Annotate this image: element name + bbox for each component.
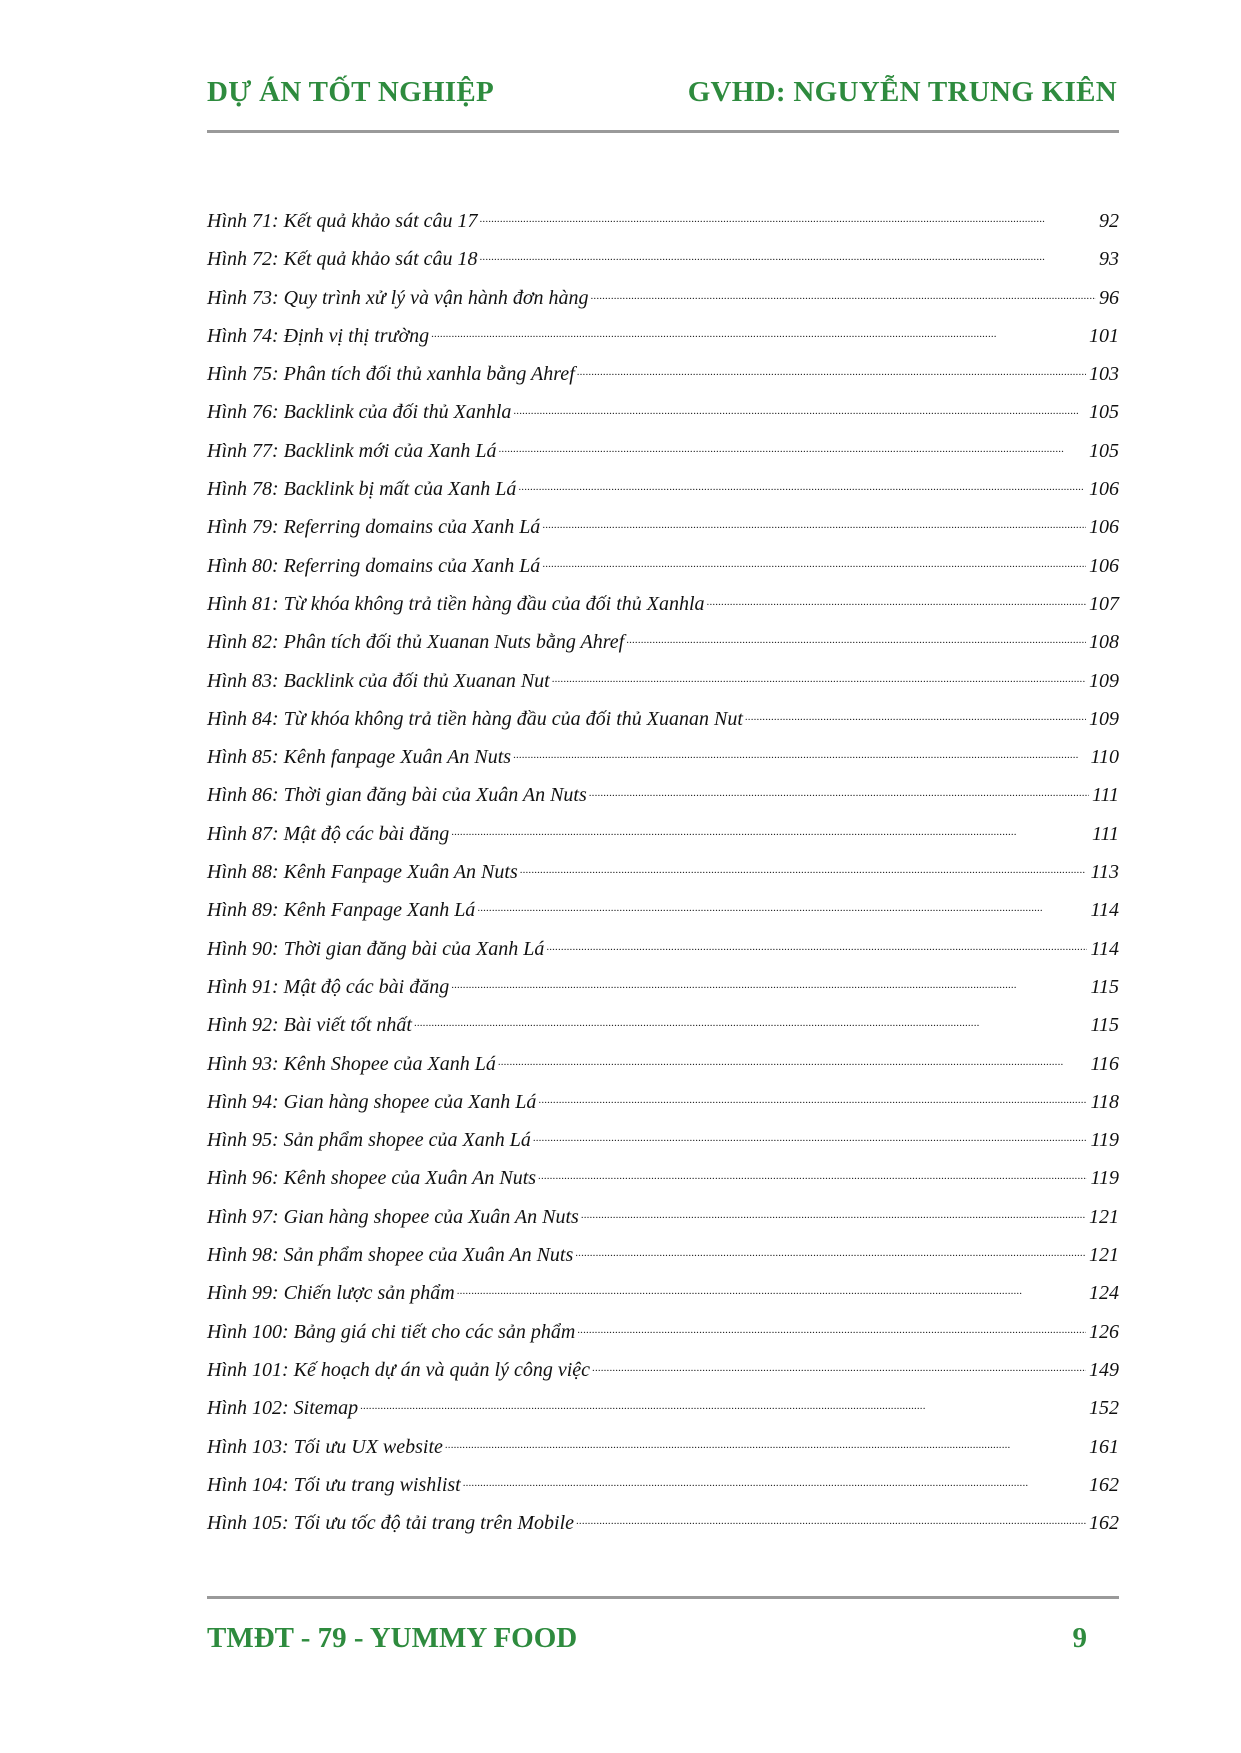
- toc-entry-page: 119: [1090, 1129, 1119, 1152]
- toc-entry-label: Hình 101: Kế hoạch dự án và quản lý công việc: [207, 1358, 591, 1381]
- toc-entry[interactable]: [207, 318, 1119, 356]
- toc-entry-page: 109: [1089, 707, 1119, 730]
- toc-entry-label: Hình 75: Phân tích đối thủ xanhla bằng Ahref: [207, 363, 575, 386]
- toc-entry-label: Hình 88: Kênh Fanpage Xuân An Nuts: [207, 861, 518, 884]
- toc-entry-page: 108: [1089, 631, 1119, 654]
- toc-entry-label: Hình 95: Sản phẩm shopee của Xanh Lá: [207, 1129, 531, 1152]
- toc-entry[interactable]: [207, 1390, 1119, 1428]
- toc-dot-leader: [626, 624, 1086, 648]
- toc-entry-page: 115: [1090, 1014, 1119, 1037]
- toc-entry-page: 118: [1090, 1090, 1119, 1113]
- toc-entry-page: 149: [1089, 1358, 1119, 1381]
- toc-dot-leader: [463, 1467, 1086, 1491]
- toc-dot-leader: [451, 969, 1087, 993]
- toc-dot-leader: [480, 203, 1096, 227]
- toc-entry[interactable]: [207, 663, 1119, 701]
- toc-entry-page: 107: [1089, 592, 1119, 615]
- toc-entry-page: 115: [1090, 975, 1119, 998]
- toc-entry-page: 114: [1090, 937, 1119, 960]
- toc-entry-page: 113: [1090, 861, 1119, 884]
- toc-entry[interactable]: [207, 241, 1119, 279]
- footer-divider: [207, 1596, 1119, 1599]
- toc-entry-page: 106: [1089, 516, 1119, 539]
- toc-entry-label: Hình 74: Định vị thị trường: [207, 324, 430, 347]
- toc-entry-label: Hình 86: Thời gian đăng bài của Xuân An Nuts: [207, 784, 587, 807]
- toc-entry[interactable]: [207, 203, 1119, 241]
- toc-entry[interactable]: [207, 816, 1119, 854]
- toc-entry[interactable]: [207, 969, 1119, 1007]
- toc-dot-leader: [577, 356, 1086, 380]
- toc-entry[interactable]: [207, 1199, 1119, 1237]
- toc-entry-page: 116: [1090, 1052, 1119, 1075]
- toc-entry-label: Hình 83: Backlink của đối thủ Xuanan Nut: [207, 669, 550, 692]
- toc-entry-label: Hình 90: Thời gian đăng bài của Xanh Lá: [207, 937, 545, 960]
- toc-entry-label: Hình 73: Quy trình xử lý và vận hành đơn hàng: [207, 286, 589, 309]
- toc-dot-leader: [538, 1160, 1087, 1184]
- toc-entry[interactable]: [207, 1429, 1119, 1467]
- toc-dot-leader: [577, 1314, 1086, 1338]
- toc-dot-leader: [480, 241, 1096, 265]
- toc-entry-page: 121: [1089, 1205, 1119, 1228]
- toc-entry[interactable]: [207, 1007, 1119, 1045]
- toc-entry[interactable]: [207, 1237, 1119, 1275]
- toc-entry[interactable]: [207, 1084, 1119, 1122]
- toc-dot-leader: [513, 394, 1086, 418]
- toc-entry-label: Hình 85: Kênh fanpage Xuân An Nuts: [207, 746, 512, 769]
- toc-dot-leader: [592, 1352, 1086, 1376]
- toc-dot-leader: [533, 1122, 1088, 1146]
- toc-dot-leader: [457, 1275, 1086, 1299]
- toc-dot-leader: [414, 1007, 1088, 1031]
- toc-entry[interactable]: [207, 739, 1119, 777]
- toc-entry[interactable]: [207, 777, 1119, 815]
- toc-dot-leader: [546, 931, 1087, 955]
- toc-entry-page: 96: [1099, 286, 1119, 309]
- toc-entry-label: Hình 77: Backlink mới của Xanh Lá: [207, 439, 497, 462]
- toc-dot-leader: [589, 777, 1089, 801]
- toc-entry-page: 109: [1089, 669, 1119, 692]
- toc-dot-leader: [575, 1237, 1086, 1261]
- toc-dot-leader: [538, 1084, 1087, 1108]
- toc-entry-label: Hình 87: Mật độ các bài đăng: [207, 822, 450, 845]
- toc-entry-label: Hình 81: Từ khóa không trả tiền hàng đầu của đối thủ Xanhla: [207, 592, 705, 615]
- toc-entry-page: 126: [1089, 1320, 1119, 1343]
- toc-entry[interactable]: [207, 931, 1119, 969]
- header-divider: [207, 130, 1119, 133]
- toc-entry-label: Hình 78: Backlink bị mất của Xanh Lá: [207, 478, 517, 501]
- toc-dot-leader: [518, 471, 1086, 495]
- toc-entry-page: 152: [1089, 1397, 1119, 1420]
- toc-entry[interactable]: [207, 1314, 1119, 1352]
- toc-entry[interactable]: [207, 471, 1119, 509]
- toc-entry[interactable]: [207, 586, 1119, 624]
- toc-dot-leader: [498, 1046, 1088, 1070]
- toc-entry[interactable]: [207, 892, 1119, 930]
- toc-entry-label: Hình 100: Bảng giá chi tiết cho các sản phẩm: [207, 1320, 576, 1343]
- toc-entry[interactable]: [207, 548, 1119, 586]
- toc-dot-leader: [513, 739, 1087, 763]
- toc-entry[interactable]: [207, 1467, 1119, 1505]
- toc-entry-label: Hình 71: Kết quả khảo sát câu 17: [207, 210, 478, 232]
- toc-entry-page: 101: [1089, 324, 1119, 347]
- toc-dot-leader: [745, 701, 1086, 725]
- toc-entry-label: Hình 98: Sản phẩm shopee của Xuân An Nuts: [207, 1244, 574, 1267]
- toc-entry[interactable]: [207, 1275, 1119, 1313]
- toc-entry-label: Hình 96: Kênh shopee của Xuân An Nuts: [207, 1167, 537, 1190]
- toc-dot-leader: [360, 1390, 1086, 1414]
- toc-entry-label: Hình 103: Tối ưu UX website: [207, 1435, 443, 1458]
- toc-entry-page: 92: [1099, 210, 1119, 232]
- toc-entry-label: Hình 94: Gian hàng shopee của Xanh Lá: [207, 1090, 537, 1113]
- toc-entry[interactable]: [207, 509, 1119, 547]
- toc-entry-label: Hình 92: Bài viết tốt nhất: [207, 1014, 412, 1037]
- toc-dot-leader: [445, 1429, 1086, 1453]
- toc-entry-label: Hình 76: Backlink của đối thủ Xanhla: [207, 401, 512, 424]
- toc-dot-leader: [576, 1505, 1086, 1529]
- toc-entry-page: 106: [1089, 554, 1119, 577]
- page-header: [207, 72, 1117, 112]
- toc-entry-label: Hình 105: Tối ưu tốc độ tải trang trên Mobile: [207, 1512, 575, 1535]
- figure-index-list: [207, 203, 1119, 1543]
- toc-entry[interactable]: [207, 1046, 1119, 1084]
- header-project-title: DỰ ÁN TỐT NGHIỆP: [207, 75, 495, 108]
- toc-entry-label: Hình 99: Chiến lược sản phẩm: [207, 1282, 455, 1305]
- toc-entry-page: 161: [1089, 1435, 1119, 1458]
- toc-entry-label: Hình 89: Kênh Fanpage Xanh Lá: [207, 899, 476, 922]
- toc-dot-leader: [707, 586, 1086, 610]
- toc-entry-page: 119: [1090, 1167, 1119, 1190]
- toc-entry[interactable]: [207, 394, 1119, 432]
- toc-entry[interactable]: [207, 701, 1119, 739]
- toc-entry-page: 162: [1089, 1512, 1119, 1535]
- toc-entry-label: Hình 72: Kết quả khảo sát câu 18: [207, 248, 478, 271]
- toc-entry-label: Hình 82: Phân tích đối thủ Xuanan Nuts bằng Ahref: [207, 631, 625, 654]
- toc-entry[interactable]: [207, 280, 1119, 318]
- toc-entry-page: 106: [1089, 478, 1119, 501]
- toc-entry[interactable]: [207, 356, 1119, 394]
- toc-entry-label: Hình 104: Tối ưu trang wishlist: [207, 1473, 461, 1496]
- footer-page-number: 9: [1072, 1621, 1087, 1654]
- toc-entry-page: 124: [1089, 1282, 1119, 1305]
- toc-entry-label: Hình 102: Sitemap: [207, 1397, 359, 1420]
- toc-entry-label: Hình 91: Mật độ các bài đăng: [207, 975, 450, 998]
- toc-entry[interactable]: [207, 1160, 1119, 1198]
- toc-dot-leader: [431, 318, 1086, 342]
- toc-entry-page: 121: [1089, 1244, 1119, 1267]
- toc-entry[interactable]: [207, 1352, 1119, 1390]
- toc-entry[interactable]: [207, 1505, 1119, 1543]
- toc-dot-leader: [581, 1199, 1086, 1223]
- toc-entry[interactable]: [207, 433, 1119, 471]
- toc-entry-page: 110: [1090, 746, 1119, 769]
- toc-dot-leader: [542, 509, 1086, 533]
- toc-entry-page: 111: [1091, 822, 1119, 845]
- toc-dot-leader: [542, 548, 1086, 572]
- toc-entry-label: Hình 79: Referring domains của Xanh Lá: [207, 516, 541, 539]
- toc-entry-page: 162: [1089, 1473, 1119, 1496]
- header-supervisor: GVHD: NGUYỄN TRUNG KIÊN: [687, 75, 1117, 108]
- toc-dot-leader: [591, 280, 1096, 304]
- toc-entry-label: Hình 84: Từ khóa không trả tiền hàng đầu của đối thủ Xuanan Nut: [207, 707, 743, 730]
- toc-entry-page: 103: [1089, 363, 1119, 386]
- footer-project-name: TMĐT - 79 - YUMMY FOOD: [207, 1621, 578, 1654]
- toc-dot-leader: [552, 663, 1086, 687]
- toc-entry[interactable]: [207, 624, 1119, 662]
- toc-entry-page: 114: [1090, 899, 1119, 922]
- toc-dot-leader: [520, 854, 1088, 878]
- toc-dot-leader: [451, 816, 1089, 840]
- toc-dot-leader: [499, 433, 1086, 457]
- toc-entry-page: 105: [1089, 401, 1119, 424]
- toc-entry-label: Hình 97: Gian hàng shopee của Xuân An Nuts: [207, 1205, 579, 1228]
- toc-entry-page: 93: [1099, 248, 1119, 271]
- toc-dot-leader: [477, 892, 1087, 916]
- toc-entry-page: 111: [1091, 784, 1119, 807]
- toc-entry[interactable]: [207, 1122, 1119, 1160]
- toc-entry-page: 105: [1089, 439, 1119, 462]
- toc-entry-label: Hình 93: Kênh Shopee của Xanh Lá: [207, 1052, 496, 1075]
- page-footer: [207, 1618, 1087, 1658]
- toc-entry[interactable]: [207, 854, 1119, 892]
- toc-entry-label: Hình 80: Referring domains của Xanh Lá: [207, 554, 541, 577]
